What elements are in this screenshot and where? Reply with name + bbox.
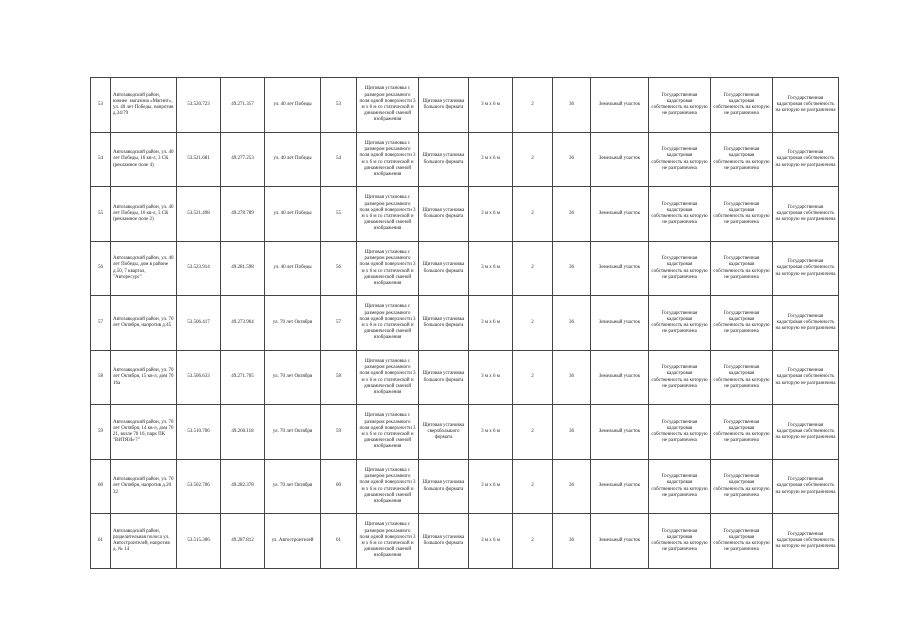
- owner-cell-3: Государственная кадастровая собственность на которую не разграничена: [773, 514, 839, 569]
- sides-cell: 2: [513, 133, 553, 187]
- table-row: [91, 78, 839, 133]
- owner-cell-1: Государственная кадастровая собственность на которую не разграничена: [649, 405, 711, 460]
- type-cell: Щитовая установка большого формата: [419, 460, 469, 514]
- address-cell: Автозаводский район, ул. 70 лет Октября, напротив д.45: [111, 296, 177, 351]
- house-cell: 56: [321, 242, 357, 296]
- longitude-cell: 49.282.378: [221, 460, 265, 514]
- longitude-cell: 49.287.812: [221, 514, 265, 569]
- owner-cell-3: Государственная кадастровая собственность на которую не разграничена: [773, 133, 839, 187]
- owner-cell-2: Государственная кадастровая собственность на которую не разграничена: [711, 78, 773, 133]
- longitude-cell: 49.281.598: [221, 242, 265, 296]
- table-body: [91, 78, 839, 569]
- row-number: 58: [91, 351, 111, 405]
- address-cell: Автозаводский район, ул. 70 лет Октября, 15 кв-л, дом 70 16а: [111, 351, 177, 405]
- address-cell: Автозаводский район, ул. 70 лет Октября, напротив д.20 32: [111, 460, 177, 514]
- owner-cell-2: Государственная кадастровая собственность на которую не разграничена: [711, 133, 773, 187]
- owner-cell-2: Государственная кадастровая собственность на которую не разграничена: [711, 296, 773, 351]
- area-cell: 36: [553, 351, 591, 405]
- type-cell: Щитовая установка большого формата: [419, 242, 469, 296]
- land-cell: Земельный участок: [591, 296, 649, 351]
- area-cell: 36: [553, 133, 591, 187]
- register-table: [90, 77, 839, 569]
- land-cell: Земельный участок: [591, 405, 649, 460]
- house-cell: 60: [321, 460, 357, 514]
- latitude-cell: 53.521.681: [177, 133, 221, 187]
- sides-cell: 2: [513, 78, 553, 133]
- table-row: [91, 460, 839, 514]
- street-cell: ул. 40 лет Победы: [265, 187, 321, 242]
- size-cell: 3 м x 6 м: [469, 351, 513, 405]
- street-cell: ул. 40 лет Победы: [265, 133, 321, 187]
- type-cell: Щитовая установка большого формата: [419, 514, 469, 569]
- owner-cell-3: Государственная кадастровая собственность на которую не разграничена: [773, 351, 839, 405]
- owner-cell-1: Государственная кадастровая собственность на которую не разграничена: [649, 78, 711, 133]
- street-cell: ул. 70 лет Октября: [265, 296, 321, 351]
- size-cell: 3 м x 6 м: [469, 514, 513, 569]
- sides-cell: 2: [513, 242, 553, 296]
- row-number: 55: [91, 187, 111, 242]
- owner-cell-1: Государственная кадастровая собственность на которую не разграничена: [649, 133, 711, 187]
- size-cell: 3 м x 6 м: [469, 242, 513, 296]
- address-cell: Автозаводский район, разделительная полоса ул. Автостроителей, напротив д. № 14: [111, 514, 177, 569]
- type-cell: Щитовая установка большого формата: [419, 296, 469, 351]
- row-number: 56: [91, 242, 111, 296]
- street-cell: ул. 70 лет Октября: [265, 351, 321, 405]
- type-cell: Щитовая установка сверхбольшого формата: [419, 405, 469, 460]
- construction-cell: Щитовая установка с размером рекламного поля одной поверхности 3 м x 6 м со статической и динамической сменой изображения: [357, 460, 419, 514]
- area-cell: 36: [553, 405, 591, 460]
- area-cell: 36: [553, 78, 591, 133]
- area-cell: 36: [553, 242, 591, 296]
- owner-cell-2: Государственная кадастровая собственность на которую не разграничена: [711, 242, 773, 296]
- land-cell: Земельный участок: [591, 514, 649, 569]
- owner-cell-1: Государственная кадастровая собственность на которую не разграничена: [649, 187, 711, 242]
- construction-cell: Щитовая установка с размером рекламного поля одной поверхности 3 м x 6 м со статической и динамической сменой изображения: [357, 187, 419, 242]
- sides-cell: 2: [513, 296, 553, 351]
- sides-cell: 2: [513, 405, 553, 460]
- table-row: [91, 405, 839, 460]
- latitude-cell: 53.506.417: [177, 296, 221, 351]
- type-cell: Щитовая установка большого формата: [419, 78, 469, 133]
- row-number: 54: [91, 133, 111, 187]
- land-cell: Земельный участок: [591, 78, 649, 133]
- longitude-cell: 49.260.118: [221, 405, 265, 460]
- street-cell: ул. 40 лет Победы: [265, 242, 321, 296]
- latitude-cell: 53.506.633: [177, 351, 221, 405]
- area-cell: 36: [553, 296, 591, 351]
- owner-cell-2: Государственная кадастровая собственность на которую не разграничена: [711, 460, 773, 514]
- owner-cell-2: Государственная кадастровая собственность на которую не разграничена: [711, 514, 773, 569]
- owner-cell-1: Государственная кадастровая собственность на которую не разграничена: [649, 351, 711, 405]
- row-number: 60: [91, 460, 111, 514]
- house-cell: 54: [321, 133, 357, 187]
- sides-cell: 2: [513, 351, 553, 405]
- table-row: [91, 296, 839, 351]
- owner-cell-3: Государственная кадастровая собственность на которую не разграничена: [773, 78, 839, 133]
- row-number: 57: [91, 296, 111, 351]
- house-cell: 58: [321, 351, 357, 405]
- owner-cell-1: Государственная кадастровая собственность на которую не разграничена: [649, 514, 711, 569]
- sides-cell: 2: [513, 460, 553, 514]
- street-cell: ул. 70 лет Октября: [265, 405, 321, 460]
- row-number: 61: [91, 514, 111, 569]
- longitude-cell: 49.271.357: [221, 78, 265, 133]
- land-cell: Земельный участок: [591, 242, 649, 296]
- address-cell: Автозаводский район, ул. 70 лет Октября, 14 кв-л, дом 70 21, возле 70 16, парк ПК "ВИТЯЗЬ-7": [111, 405, 177, 460]
- latitude-cell: 53.521.498: [177, 187, 221, 242]
- house-cell: 59: [321, 405, 357, 460]
- owner-cell-1: Государственная кадастровая собственность на которую не разграничена: [649, 460, 711, 514]
- land-cell: Земельный участок: [591, 133, 649, 187]
- longitude-cell: 49.273.964: [221, 296, 265, 351]
- latitude-cell: 53.515.306: [177, 514, 221, 569]
- house-cell: 61: [321, 514, 357, 569]
- size-cell: 3 м x 6 м: [469, 296, 513, 351]
- size-cell: 3 м x 6 м: [469, 78, 513, 133]
- owner-cell-3: Государственная кадастровая собственность на которую не разграничена: [773, 405, 839, 460]
- size-cell: 3 м x 6 м: [469, 460, 513, 514]
- construction-cell: Щитовая установка с размером рекламного поля одной поверхности 3 м x 6 м со статической и динамической сменой изображения: [357, 514, 419, 569]
- construction-cell: Щитовая установка с размером рекламного поля одной поверхности 3 м x 6 м со статической и динамической сменой изображения: [357, 242, 419, 296]
- type-cell: Щитовая установка большого формата: [419, 351, 469, 405]
- construction-cell: Щитовая установка с размером рекламного поля одной поверхности 3 м x 6 м со статической и динамической сменой изображения: [357, 78, 419, 133]
- longitude-cell: 49.271.705: [221, 351, 265, 405]
- longitude-cell: 49.278.789: [221, 187, 265, 242]
- house-cell: 53: [321, 78, 357, 133]
- size-cell: 3 м x 6 м: [469, 187, 513, 242]
- construction-cell: Щитовая установка с размером рекламного поля одной поверхности 3 м x 6 м со статической и динамической сменой изображения: [357, 296, 419, 351]
- owner-cell-1: Государственная кадастровая собственность на которую не разграничена: [649, 242, 711, 296]
- latitude-cell: 53.523.914: [177, 242, 221, 296]
- row-number: 53: [91, 78, 111, 133]
- owner-cell-3: Государственная кадастровая собственность на которую не разграничена: [773, 187, 839, 242]
- land-cell: Земельный участок: [591, 187, 649, 242]
- sides-cell: 2: [513, 514, 553, 569]
- owner-cell-2: Государственная кадастровая собственность на которую не разграничена: [711, 351, 773, 405]
- owner-cell-3: Государственная кадастровая собственность на которую не разграничена: [773, 460, 839, 514]
- table-row: [91, 242, 839, 296]
- type-cell: Щитовая установка большого формата: [419, 133, 469, 187]
- house-cell: 55: [321, 187, 357, 242]
- street-cell: ул. 40 лет Победы: [265, 78, 321, 133]
- construction-cell: Щитовая установка с размером рекламного поля одной поверхности 3 м x 6 м со статической и динамической сменой изображения: [357, 351, 419, 405]
- area-cell: 36: [553, 514, 591, 569]
- construction-cell: Щитовая установка с размером рекламного поля одной поверхности 3 м x 6 м со статической и динамической сменой изображения: [357, 133, 419, 187]
- house-cell: 57: [321, 296, 357, 351]
- row-number: 59: [91, 405, 111, 460]
- owner-cell-3: Государственная кадастровая собственность на которую не разграничена: [773, 296, 839, 351]
- street-cell: ул. 70 лет Октября: [265, 460, 321, 514]
- land-cell: Земельный участок: [591, 460, 649, 514]
- address-cell: Автозаводский район, ул. 40 лет Победы, 16 кв-л, 3 СК (рекламное поле 4): [111, 133, 177, 187]
- longitude-cell: 49.277.253: [221, 133, 265, 187]
- size-cell: 3 м x 6 м: [469, 405, 513, 460]
- sides-cell: 2: [513, 187, 553, 242]
- table-row: [91, 351, 839, 405]
- type-cell: Щитовая установка большого формата: [419, 187, 469, 242]
- address-cell: Автозаводский район, южнее магазина «Магнит», ул. 40 лет Победы, напротив д.34/79: [111, 78, 177, 133]
- table-row: [91, 187, 839, 242]
- owner-cell-2: Государственная кадастровая собственность на которую не разграничена: [711, 187, 773, 242]
- construction-cell: Щитовая установка с размером рекламного поля одной поверхности 3 м x 6 м со статической и динамической сменой изображения: [357, 405, 419, 460]
- area-cell: 36: [553, 460, 591, 514]
- land-cell: Земельный участок: [591, 351, 649, 405]
- latitude-cell: 53.510.706: [177, 405, 221, 460]
- area-cell: 36: [553, 187, 591, 242]
- latitude-cell: 53.502.706: [177, 460, 221, 514]
- street-cell: ул. Автостроителей: [265, 514, 321, 569]
- owner-cell-2: Государственная кадастровая собственность на которую не разграничена: [711, 405, 773, 460]
- owner-cell-1: Государственная кадастровая собственность на которую не разграничена: [649, 296, 711, 351]
- owner-cell-3: Государственная кадастровая собственность на которую не разграничена: [773, 242, 839, 296]
- size-cell: 3 м x 6 м: [469, 133, 513, 187]
- table-row: [91, 514, 839, 569]
- table-row: [91, 133, 839, 187]
- address-cell: Автозаводский район, ул. 40 лет Победы, 16 кв-л, 3 СК (рекламное поле 2): [111, 187, 177, 242]
- latitude-cell: 53.520.723: [177, 78, 221, 133]
- address-cell: Автозаводский район, ул. 40 лет Победы, дом в районе д.50, 7 квартал, "Авторесурс": [111, 242, 177, 296]
